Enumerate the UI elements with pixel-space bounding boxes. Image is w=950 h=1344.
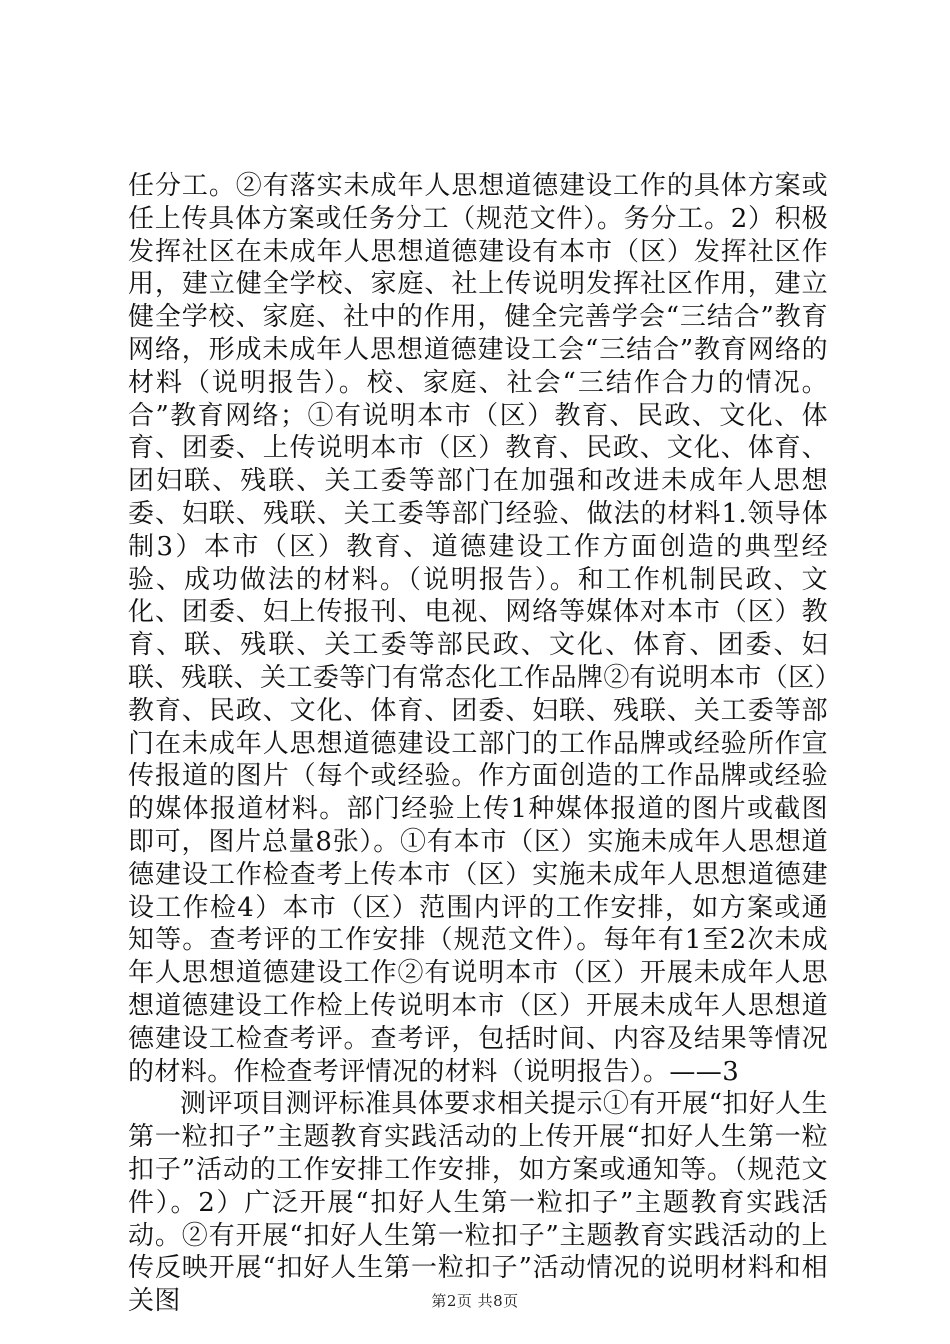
- page-number-footer: 第2页 共8页: [431, 1292, 519, 1310]
- document-body: [128, 170, 828, 1318]
- body-paragraph-2: 测评项目测评标准具体要求相关提示①有开展“扣好人生第一粒扣子”主题教育实践活动的上传开展“扣好人生第一粒扣子”活动的工作安排工作安排，如方案或通知等。（规范文件）。2）广泛开展“扣好人生第一粒扣子”主题教育实践活动。②有开展“扣好人生第一粒扣子”主题教育实践活动的上传反映开展“扣好人生第一粒扣子”活动情况的说明材料和相关图: [128, 1089, 828, 1317]
- body-paragraph-1: 任分工。②有落实未成年人思想道德建设工作的具体方案或任上传具体方案或任务分工（规范文件）。务分工。2）积极发挥社区在未成年人思想道德建设有本市（区）发挥社区作用，建立健全学校、家庭、社上传说明发挥社区作用，建立健全学校、家庭、社中的作用，健全完善学会“三结合”教育网络，形成未成年人思想道德建设工会“三结合”教育网络的材料（说明报告）。校、家庭、社会“三结作合力的情况。合”教育网络；①有说明本市（区）教育、民政、文化、体育、团委、上传说明本市（区）教育、民政、文化、体育、团妇联、残联、关工委等部门在加强和改进未成年人思想委、妇联、残联、关工委等部门经验、做法的材料1.领导体制3）本市（区）教育、道德建设工作方面创造的典型经验、成功做法的材料。（说明报告）。和工作机制民政、文化、团委、妇上传报刊、电视、网络等媒体对本市（区）教育、联、残联、关工委等部民政、文化、体育、团委、妇联、残联、关工委等门有常态化工作品牌②有说明本市（区）教育、民政、文化、体育、团委、妇联、残联、关工委等部门在未成年人思想道德建设工部门的工作品牌或经验所作宣传报道的图片（每个或经验。作方面创造的工作品牌或经验的媒体报道材料。部门经验上传1种媒体报道的图片或截图即可，图片总量8张）。①有本市（区）实施未成年人思想道德建设工作检查考上传本市（区）实施未成年人思想道德建设工作检4）本市（区）范围内评的工作安排，如方案或通知等。查考评的工作安排（规范文件）。每年有1至2次未成年人思想道德建设工作②有说明本市（区）开展未成年人思想道德建设工作检上传说明本市（区）开展未成年人思想道德建设工检查考评。查考评，包括时间、内容及结果等情况的材料。作检查考评情况的材料（说明报告）。——3: [128, 171, 828, 1087]
